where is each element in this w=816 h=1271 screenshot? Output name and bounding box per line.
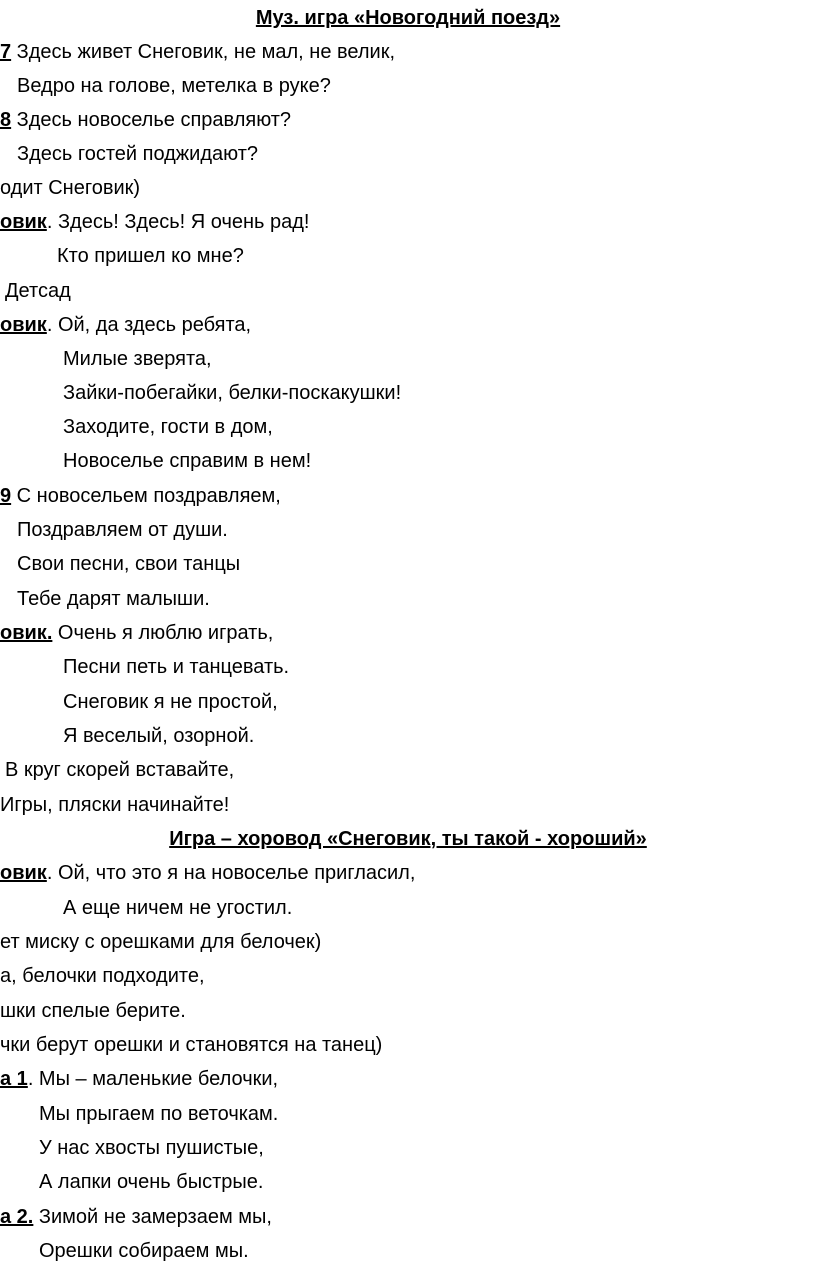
line-text: шки спелые берите. — [0, 1000, 186, 1022]
text-line — [0, 621, 273, 645]
line-text: Я веселый, озорной. — [63, 725, 255, 747]
line-label: овик. — [0, 622, 53, 644]
line-text: одит Снеговик) — [0, 177, 141, 199]
line-text: Детсад — [5, 280, 71, 302]
line-text: Мы прыгаем по веточкам. — [39, 1103, 279, 1125]
text-line — [17, 587, 210, 611]
line-text: Здесь новоселье справляют? — [11, 109, 292, 131]
text-line — [63, 449, 311, 473]
text-line — [0, 861, 415, 885]
text-line — [63, 347, 212, 371]
line-text: Орешки собираем мы. — [39, 1240, 249, 1262]
line-label: а 2. — [0, 1206, 34, 1228]
text-line — [0, 40, 395, 64]
line-text: Зайки-побегайки, белки-поскакушки! — [63, 382, 402, 404]
line-text: Здесь гостей поджидают? — [17, 143, 258, 165]
text-line — [63, 381, 401, 405]
text-line — [0, 176, 140, 200]
line-text: Милые зверята, — [63, 348, 212, 370]
line-text: Зимой не замерзаем мы, — [33, 1206, 272, 1228]
line-text: Новоселье справим в нем! — [63, 450, 312, 472]
line-text: Песни петь и танцевать. — [63, 656, 290, 678]
text-line — [63, 896, 292, 920]
line-text: Кто пришел ко мне? — [57, 245, 244, 267]
line-text: . Ой, что это я на новоселье пригласил, — [46, 862, 416, 884]
text-line — [0, 1205, 272, 1229]
text-line — [5, 279, 71, 303]
line-text: а, белочки подходите, — [0, 965, 205, 987]
line-text: Ведро на голове, метелка в руке? — [17, 75, 331, 97]
text-line — [5, 758, 234, 782]
line-text: Снеговик я не простой, — [63, 691, 278, 713]
line-label: а 1 — [0, 1068, 28, 1090]
game-heading: Игра – хоровод «Снеговик, ты такой - хороший» — [169, 828, 647, 850]
line-text: Свои песни, свои танцы — [17, 553, 241, 575]
line-text: . Ой, да здесь ребята, — [46, 314, 252, 336]
text-line — [0, 999, 186, 1023]
line-text: . Мы – маленькие белочки, — [27, 1068, 279, 1090]
text-line — [39, 1239, 249, 1263]
line-text: В круг скорей вставайте, — [5, 759, 235, 781]
line-text: . Здесь! Здесь! Я очень рад! — [46, 211, 310, 233]
line-text: Тебе дарят малыши. — [17, 588, 210, 610]
text-line — [17, 74, 331, 98]
text-line — [0, 484, 281, 508]
line-text: Заходите, гости в дом, — [63, 416, 273, 438]
text-line — [63, 415, 273, 439]
text-line — [57, 244, 244, 268]
text-line — [63, 724, 254, 748]
line-label: овик — [0, 862, 47, 884]
text-line — [39, 1136, 264, 1160]
text-line — [39, 1102, 278, 1126]
line-text: А еще ничем не угостил. — [63, 897, 293, 919]
line-label: 8 — [0, 109, 12, 131]
text-line — [17, 142, 258, 166]
text-line — [0, 313, 251, 337]
line-text: чки берут орешки и становятся на танец) — [0, 1034, 383, 1056]
title-heading: Муз. игра «Новогодний поезд» — [255, 7, 561, 29]
text-line — [63, 690, 278, 714]
line-label: 7 — [0, 41, 12, 63]
text-line — [0, 1067, 278, 1091]
line-text: Здесь живет Снеговик, не мал, не велик, — [11, 41, 396, 63]
line-label: овик — [0, 211, 47, 233]
text-line — [0, 1033, 382, 1057]
line-label: 9 — [0, 485, 12, 507]
text-line — [17, 518, 228, 542]
line-text: Поздравляем от души. — [17, 519, 228, 541]
line-text: Очень я люблю играть, — [52, 622, 274, 644]
line-text: ет миску с орешками для белочек) — [0, 931, 322, 953]
text-line — [17, 552, 240, 576]
text-line — [63, 655, 289, 679]
text-line — [0, 964, 205, 988]
text-line — [0, 210, 309, 234]
line-text: Игры, пляски начинайте! — [0, 794, 230, 816]
text-line — [0, 930, 321, 954]
line-text: С новосельем поздравляем, — [11, 485, 281, 507]
text-line — [0, 793, 229, 817]
line-label: овик — [0, 314, 47, 336]
line-text: А лапки очень быстрые. — [39, 1171, 264, 1193]
line-text: У нас хвосты пушистые, — [39, 1137, 264, 1159]
text-line — [0, 108, 291, 132]
text-line — [39, 1170, 263, 1194]
